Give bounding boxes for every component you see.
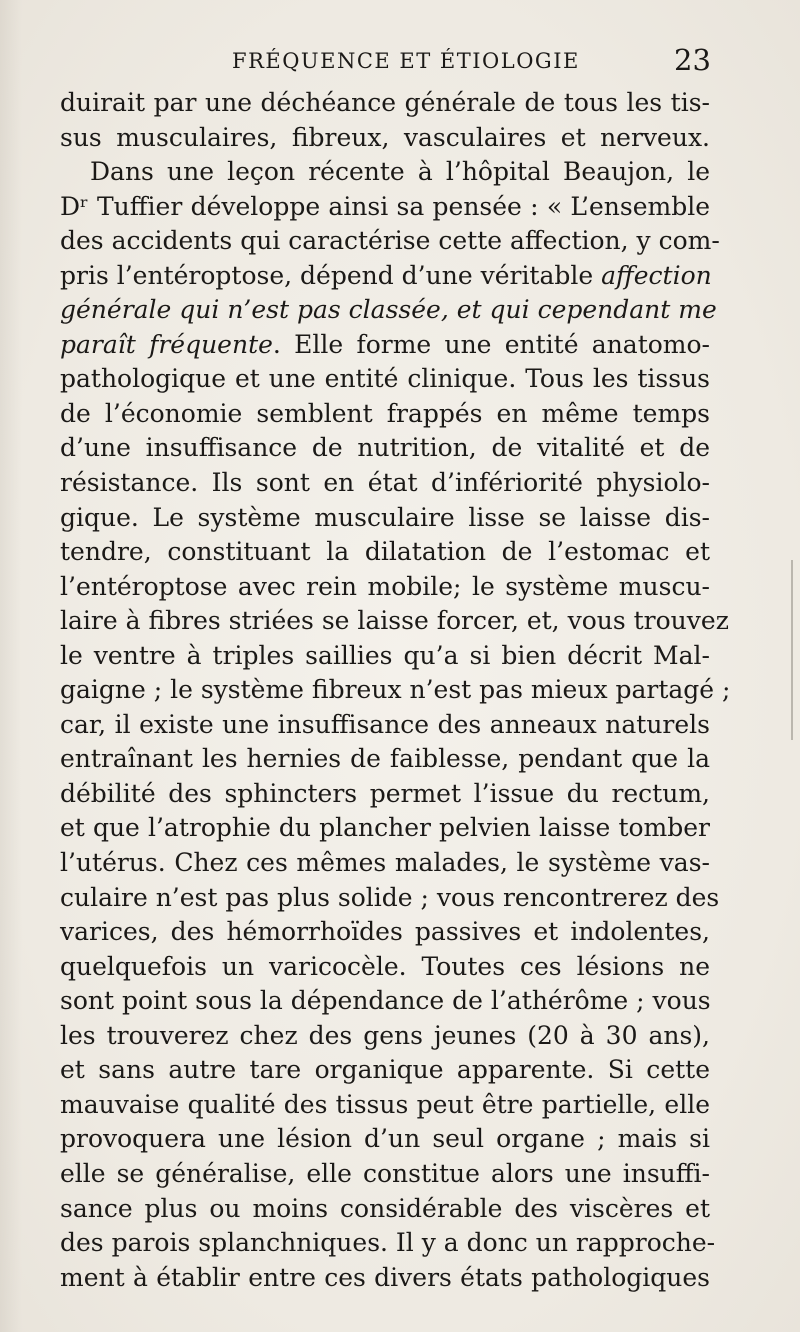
italic-segment: paraît fréquente — [60, 329, 273, 359]
text-line: sus musculaires, fibreux, vasculaires et nerveux. — [60, 122, 710, 152]
text-line: d’une insuffisance de nutrition, de vitalité et de — [60, 433, 710, 463]
text-line — [60, 328, 710, 363]
text-line: sance plus ou moins considérable des viscères et — [60, 1193, 710, 1223]
text-line: gaigne ; le système fibreux n’est pas mieux partagé ; — [60, 675, 731, 705]
text-line: débilité des sphincters permet l’issue du rectum, — [60, 778, 710, 808]
text-line: de l’économie semblent frappés en même temps — [60, 398, 710, 428]
text-line: Dans une leçon récente à l’hôpital Beaujon, le — [90, 157, 710, 187]
text-line: ment à établir entre ces divers états pathologiques — [60, 1262, 710, 1292]
text-line: car, il existe une insuffisance des anneaux naturels — [60, 709, 710, 739]
text-line: et que l’atrophie du plancher pelvien laisse tomber — [60, 813, 710, 843]
text-line: entraînant les hernies de faiblesse, pendant que la — [60, 744, 710, 774]
text-line: résistance. Ils sont en état d’infériorité physiolo- — [60, 468, 710, 498]
text-line: mauvaise qualité des tissus peut être partielle, elle — [60, 1089, 710, 1119]
text-line: sont point sous la dépendance de l’athérôme ; vous — [60, 986, 711, 1016]
text-line: l’entéroptose avec rein mobile; le système muscu- — [60, 571, 710, 601]
text-line: l’utérus. Chez ces mêmes malades, le système vas- — [60, 848, 710, 878]
text-line: Dʳ Tuffier développe ainsi sa pensée : « L’ensemble — [60, 191, 710, 221]
text-line: les trouverez chez des gens jeunes (20 à 30 ans), — [60, 1020, 710, 1050]
italic-segment: affection — [601, 260, 712, 290]
text-line: culaire n’est pas plus solide ; vous rencontrerez des — [60, 882, 720, 912]
text-line: et sans autre tare organique apparente. Si cette — [60, 1055, 710, 1085]
body-text — [60, 86, 731, 1295]
running-head — [0, 44, 800, 78]
text-line — [60, 293, 717, 328]
text-line — [60, 259, 710, 294]
text-line: provoquera une lésion d’un seul organe ; mais si — [60, 1124, 710, 1154]
text-line: elle se généralise, elle constitue alors une insuffi- — [60, 1158, 710, 1188]
text-line: quelquefois un varicocèle. Toutes ces lésions ne — [60, 951, 710, 981]
page-number: 23 — [674, 43, 711, 77]
text-line: laire à fibres striées se laisse forcer, et, vous trouvez — [60, 606, 729, 636]
text-line: duirait par une déchéance générale de tous les tis- — [60, 88, 710, 117]
text-line: varices, des hémorrhoïdes passives et indolentes, — [60, 917, 710, 947]
text-line: le ventre à triples saillies qu’a si bien décrit Mal- — [60, 640, 710, 670]
line-segment: pris l’entéroptose, dépend d’une véritable — [60, 260, 602, 290]
text-line: pathologique et une entité clinique. Tous les tissus — [60, 364, 710, 394]
text-line: gique. Le système musculaire lisse se laisse dis- — [60, 502, 710, 532]
line-segment: . Elle forme une entité anatomo- — [272, 329, 710, 359]
running-head-title: FRÉQUENCE ET ÉTIOLOGIE — [232, 49, 580, 73]
text-line: des parois splanchniques. Il y a donc un rapproche- — [60, 1228, 716, 1258]
italic-segment: générale qui n’est pas classée, et qui cependant me — [60, 295, 717, 325]
text-line: des accidents qui caractérise cette affection, y com- — [60, 226, 720, 256]
text-line: tendre, constituant la dilatation de l’estomac et — [60, 537, 710, 567]
page-edge-mark — [791, 560, 793, 740]
